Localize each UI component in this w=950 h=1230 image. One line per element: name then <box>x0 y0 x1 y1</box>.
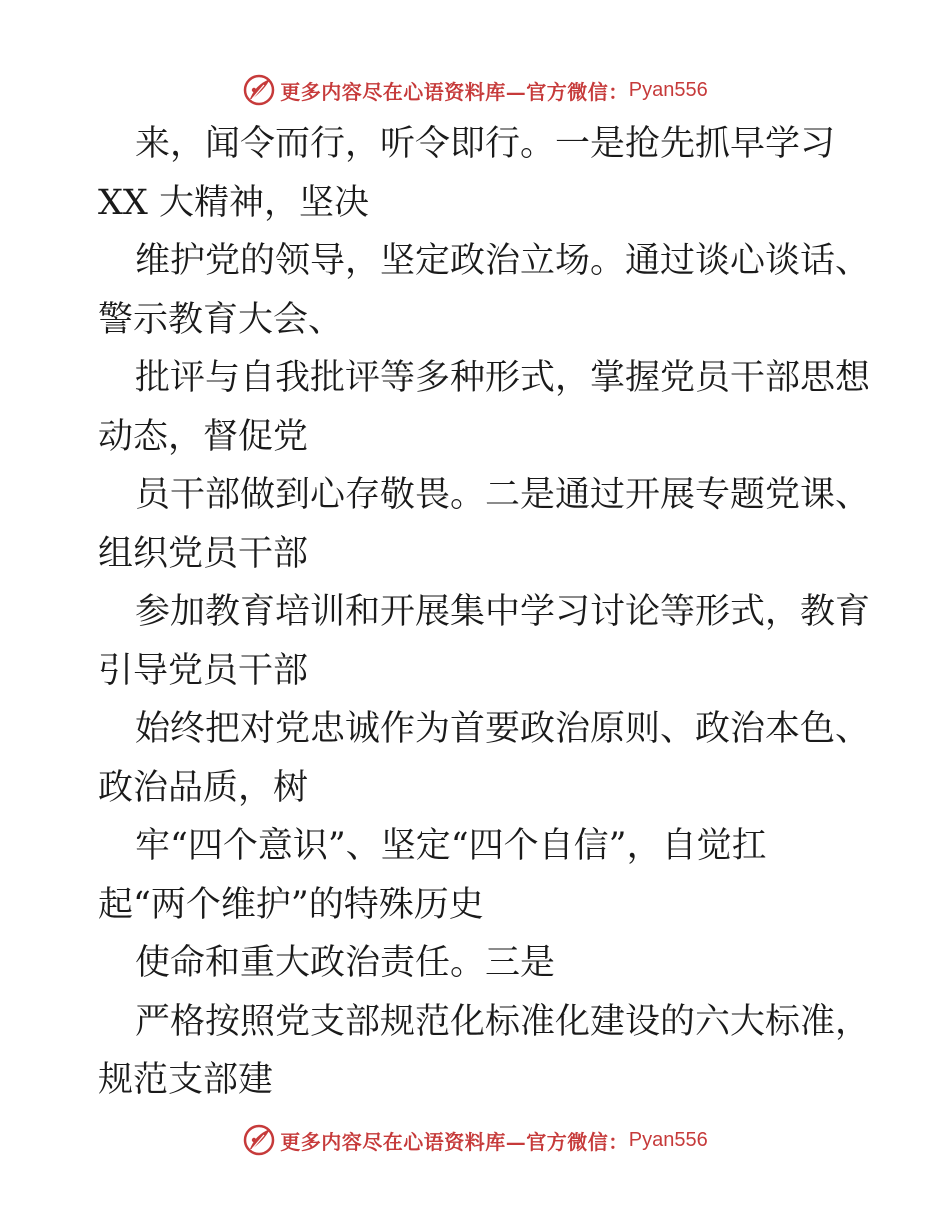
body-line: 政治品质，树 <box>98 767 309 808</box>
body-line: 动态，督促党 <box>98 416 309 457</box>
body-line: 引导党员干部 <box>98 650 309 691</box>
body-line: 使命和重大政治责任。三是 <box>135 943 556 983</box>
header-watermark <box>0 70 950 110</box>
feather-pen-logo-icon <box>242 1123 276 1157</box>
body-line: 维护党的领导，坚定政治立场。通过谈心谈话、 <box>135 241 871 281</box>
watermark-handle: Pyan556 <box>628 1128 708 1151</box>
body-line: 警示教育大会、 <box>98 299 344 340</box>
body-line: 参加教育培训和开展集中学习讨论等形式，教育 <box>135 592 871 632</box>
watermark-handle: Pyan556 <box>628 78 708 101</box>
footer-watermark <box>0 1120 950 1160</box>
body-line: 批评与自我批评等多种形式，掌握党员干部思想 <box>135 358 871 398</box>
body-line: 始终把对党忠诚作为首要政治原则、政治本色、 <box>135 709 871 749</box>
body-line: 组织党员干部 <box>98 533 309 574</box>
body-line: 严格按照党支部规范化标准化建设的六大标准， <box>135 1001 871 1042</box>
watermark-text: 更多内容尽在心语资料库—官方微信： <box>280 79 629 104</box>
body-line: 规范支部建 <box>98 1060 274 1100</box>
document-body <box>0 115 950 1110</box>
body-line: 来，闻令而行，听令即行。一是抢先抓早学习 <box>135 124 836 164</box>
body-line: 员干部做到心存敬畏。二是通过开展专题党课、 <box>135 475 871 515</box>
watermark-text: 更多内容尽在心语资料库—官方微信： <box>280 1129 629 1154</box>
feather-pen-logo-icon <box>242 73 276 107</box>
body-line: 起“两个维护”的特殊历史 <box>98 884 484 925</box>
body-line: XX 大精神，坚决 <box>98 182 369 223</box>
body-line: 牢“四个意识”、坚定“四个自信”，自觉扛 <box>135 826 767 866</box>
